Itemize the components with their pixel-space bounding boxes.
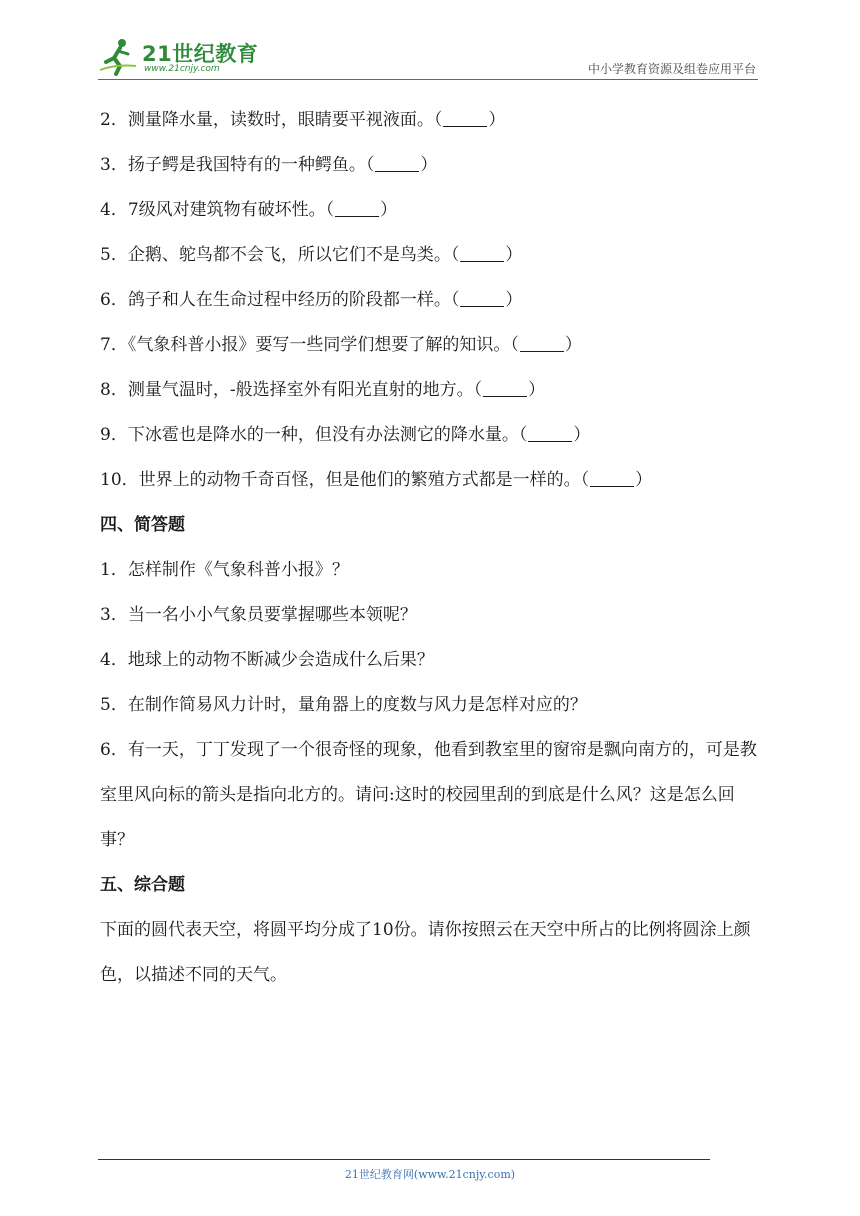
logo <box>98 36 268 76</box>
closing-paren: ） <box>505 245 523 265</box>
question-text: 世界上的动物千奇百怪，但是他们的繁殖方式都是一样的。（ <box>138 470 590 490</box>
question-text: 企鹅、鸵鸟都不会飞，所以它们不是鸟类。（ <box>127 245 460 265</box>
running-figure-icon <box>98 36 138 76</box>
footer-text: 21世纪教育网(www.21cnjy.com) <box>344 1168 516 1181</box>
question-number: 5． <box>100 245 128 265</box>
judgement-item <box>100 102 764 147</box>
question-text: 鸽子和人在生命过程中经历的阶段都一样。（ <box>127 290 460 310</box>
closing-paren: ） <box>564 335 582 355</box>
platform-name: 中小学教育资源及组卷应用平台 <box>587 62 756 76</box>
judgement-item <box>100 462 764 507</box>
question-number: 3． <box>100 155 128 175</box>
closing-paren: ） <box>420 155 438 175</box>
answer-blank[interactable] <box>335 194 379 217</box>
answer-blank[interactable] <box>460 239 504 262</box>
answer-blank[interactable] <box>520 329 564 352</box>
answer-blank[interactable] <box>443 104 487 127</box>
question-text: 7级风对建筑物有破坏性。（ <box>127 200 335 220</box>
short-answer-item: 4．地球上的动物不断减少会造成什么后果？ <box>100 650 434 670</box>
question-text: 《气象科普小报》要写一些同学们想要了解的知识。（ <box>127 335 519 355</box>
section-heading-short-answer: 四、简答题 <box>100 515 185 535</box>
closing-paren: ） <box>380 200 398 220</box>
short-answer-list <box>100 552 764 732</box>
judgement-item <box>100 327 764 372</box>
judgement-item <box>100 147 764 192</box>
question-number: 9． <box>100 425 128 445</box>
question-number: 2． <box>100 110 128 130</box>
judgement-item <box>100 282 764 327</box>
question-number: 10． <box>100 470 139 490</box>
answer-blank[interactable] <box>375 149 419 172</box>
answer-blank[interactable] <box>483 374 527 397</box>
short-answer-item: 3．当一名小小气象员要掌握哪些本领呢？ <box>100 605 417 625</box>
answer-blank[interactable] <box>460 284 504 307</box>
short-answer-item: 5．在制作简易风力计时，量角器上的度数与风力是怎样对应的？ <box>100 695 587 715</box>
page-header <box>98 32 758 80</box>
judgement-item <box>100 372 764 417</box>
closing-paren: ） <box>528 380 546 400</box>
question-text: 扬子鳄是我国特有的一种鳄鱼。（ <box>127 155 375 175</box>
footer-divider <box>98 1159 710 1160</box>
answer-blank[interactable] <box>528 419 572 442</box>
judgement-item <box>100 417 764 462</box>
question-number: 8． <box>100 380 128 400</box>
document-body <box>100 102 764 998</box>
logo-url: www.21cnjy.com <box>144 64 220 74</box>
short-answer-item: 1．怎样制作《气象科普小报》？ <box>100 560 349 580</box>
question-number: 7． <box>100 335 128 355</box>
question-text: 测量降水量，读数时，眼睛要平视液面。（ <box>127 110 443 130</box>
comprehensive-question: 下面的圆代表天空，将圆平均分成了10份。请你按照云在天空中所占的比例将圆涂上颜色，以描述不同的天气。 <box>100 920 751 985</box>
logo-text: 21世纪教育 <box>142 42 259 66</box>
short-answer-long-question: 6．有一天，丁丁发现了一个很奇怪的现象，他看到教室里的窗帘是飘向南方的，可是教室里风向标的箭头是指向北方的。请问:这时的校园里刮的到底是什么风？这是怎么回事？ <box>100 740 757 850</box>
section-heading-comprehensive: 五、综合题 <box>100 875 185 895</box>
answer-blank[interactable] <box>590 464 634 487</box>
judgement-item <box>100 237 764 282</box>
question-text: 下冰雹也是降水的一种，但没有办法测它的降水量。（ <box>127 425 528 445</box>
closing-paren: ） <box>635 470 653 490</box>
judgement-item <box>100 192 764 237</box>
closing-paren: ） <box>505 290 523 310</box>
header-divider <box>98 79 758 80</box>
closing-paren: ） <box>488 110 506 130</box>
question-number: 4． <box>100 200 128 220</box>
closing-paren: ） <box>573 425 591 445</box>
judgement-question-list <box>100 102 764 507</box>
question-number: 6． <box>100 290 128 310</box>
question-text: 测量气温时，-般选择室外有阳光直射的地方。（ <box>127 380 483 400</box>
